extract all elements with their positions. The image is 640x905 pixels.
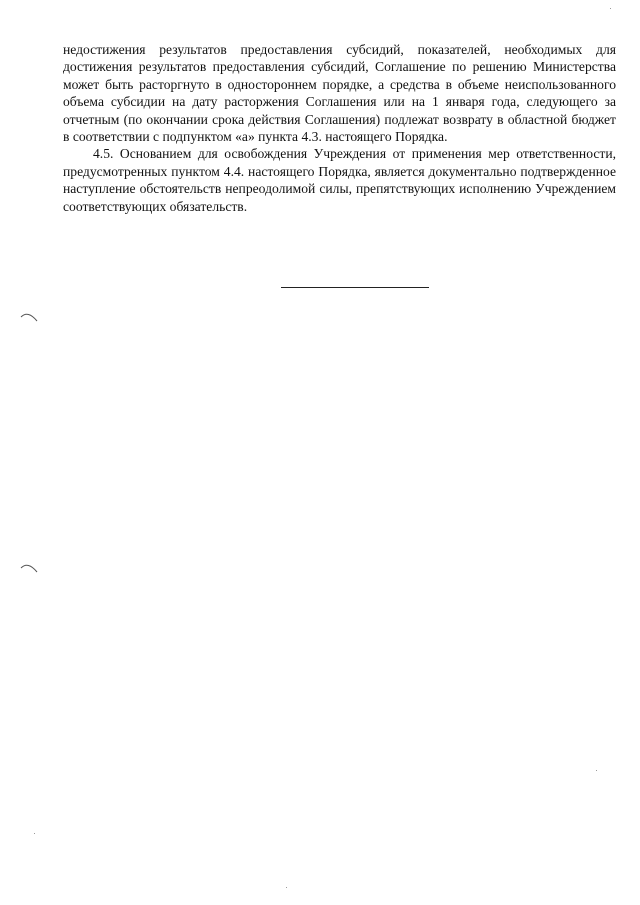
- end-of-text-rule: [281, 287, 429, 288]
- scan-speck: [610, 8, 611, 9]
- scan-speck: [286, 887, 287, 888]
- document-body: [63, 41, 616, 215]
- binder-hole-mark-upper: [20, 311, 38, 323]
- scan-speck: [596, 770, 597, 771]
- scan-speck: [34, 833, 35, 834]
- binder-hole-mark-lower: [20, 562, 38, 574]
- paragraph-clause-4-5: 4.5. Основанием для освобождения Учреждения от применения мер ответственности, предусмотренных пунктом 4.4. настоящего Порядка, является документально подтвержденное наступление обстоятельств непреодолимой силы, препятствующих исполнению Учреждением соответствующих обязательств.: [63, 146, 616, 214]
- paragraph-continuation: недостижения результатов предоставления субсидий, показателей, необходимых для достижения результатов предоставления субсидий, Соглашение по решению Министерства может быть расторгнуто в одностороннем порядке, а средства в объеме неиспользованного объема субсидии на дату расторжения Соглашения или на 1 января года, следующего за отчетным (по окончании срока действия Соглашения) подлежат возврату в областной бюджет в соответствии с подпунктом «а» пункта 4.3. настоящего Порядка.: [63, 42, 616, 145]
